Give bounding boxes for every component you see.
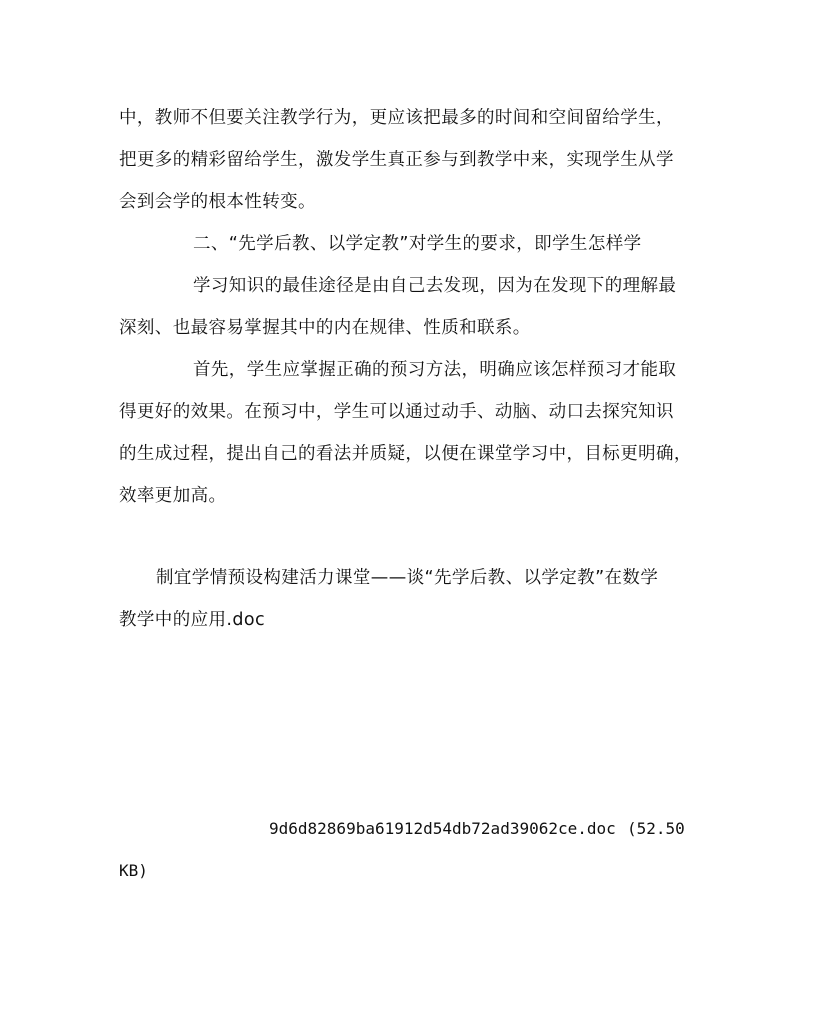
paragraph-1-line-3: 会到会学的根本性转变。 (119, 192, 316, 212)
paragraph-1-line-1: 中，教师不但要关注教学行为，更应该把最多的时间和空间留给学生， (119, 108, 674, 128)
attachment-title-line-2[interactable]: 教学中的应用.doc (119, 610, 265, 630)
paragraph-3-line-4: 效率更加高。 (119, 486, 227, 506)
paragraph-2-line-2: 深刻、也最容易掌握其中的内在规律、性质和联系。 (119, 318, 531, 338)
section-heading-2: 二、“先学后教、以学定教”对学生的要求，即学生怎样学 (193, 234, 642, 254)
attachment-filename[interactable]: 9d6d82869ba61912d54db72ad39062ce.doc (269, 819, 616, 838)
paragraph-3-line-2: 得更好的效果。在预习中，学生可以通过动手、动脑、动口去探究知识 (119, 402, 674, 422)
paragraph-1-line-2: 把更多的精彩留给学生，激发学生真正参与到教学中来，实现学生从学 (119, 150, 674, 170)
attachment-size-unit: KB) (119, 861, 148, 880)
paragraph-3-line-3: 的生成过程，提出自己的看法并质疑，以便在课堂学习中，目标更明确， (119, 444, 692, 464)
paragraph-2-line-1: 学习知识的最佳途径是由自己去发现，因为在发现下的理解最 (193, 276, 677, 296)
paragraph-3-line-1: 首先，学生应掌握正确的预习方法，明确应该怎样预习才能取 (193, 360, 677, 380)
attachment-title-line-1[interactable]: 制宜学情预设构建活力课堂——谈“先学后教、以学定教”在数学 (156, 568, 659, 588)
attachment-size: (52.50 (627, 819, 685, 838)
